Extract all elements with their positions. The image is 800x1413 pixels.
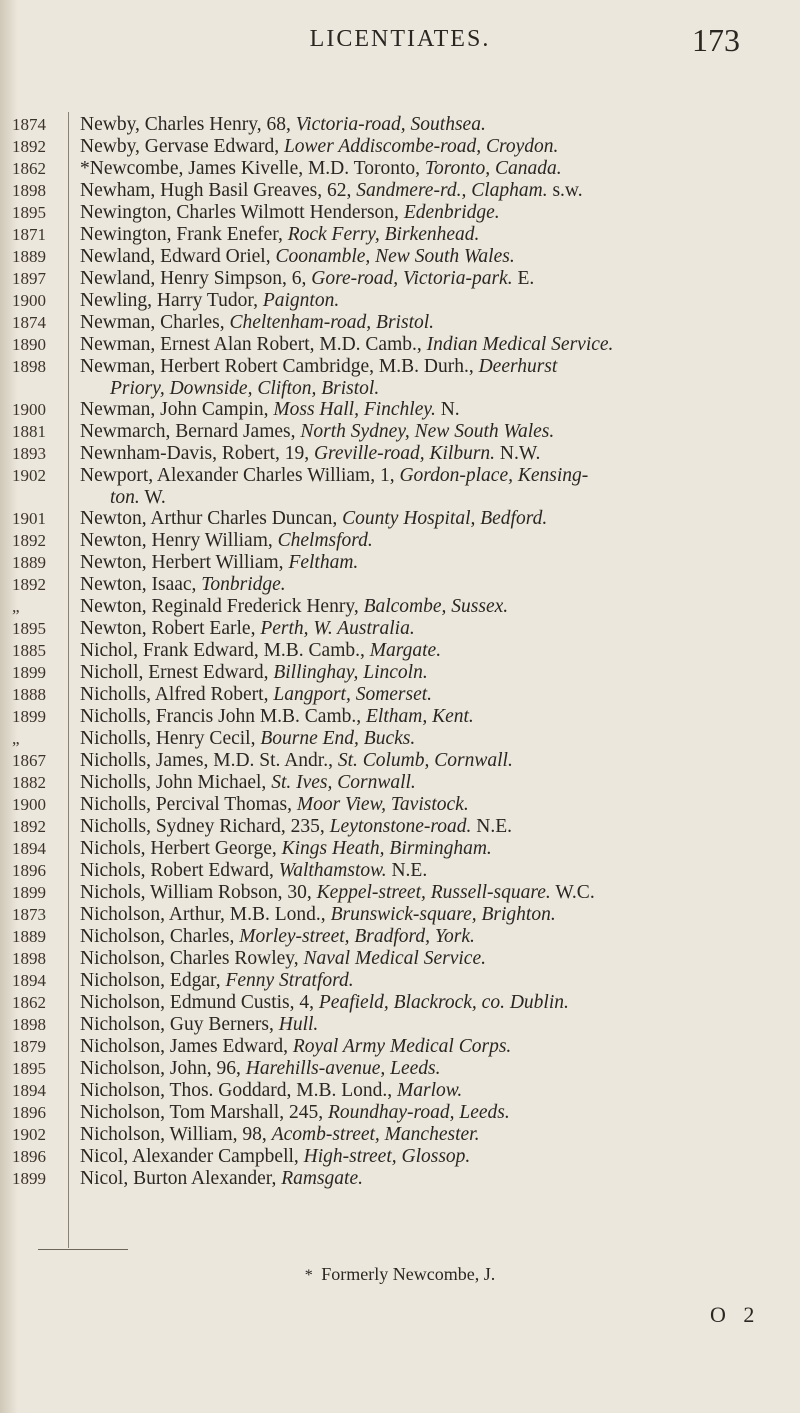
entry-text	[80, 443, 540, 465]
entry-name: Nicholls, James, M.D. St. Andr.,	[80, 750, 338, 771]
entry-row	[0, 224, 800, 246]
entry-name: Nicol, Alexander Campbell,	[80, 1146, 304, 1167]
entry-text	[80, 574, 286, 596]
entry-place: Billinghay, Lincoln.	[273, 662, 428, 683]
entry-text	[80, 114, 486, 136]
entry-row	[0, 356, 800, 378]
entry-name: Newman, Charles,	[80, 312, 230, 333]
entry-year: 1873	[12, 905, 46, 924]
entry-name: Nicholl, Ernest Edward,	[80, 662, 274, 683]
entry-text	[80, 750, 513, 772]
entry-continuation	[0, 378, 800, 399]
entry-place: Morley-street, Bradford, York.	[239, 926, 475, 947]
entry-name: Newton, Robert Earle,	[80, 618, 261, 639]
entry-year: 1898	[12, 1015, 46, 1034]
entry-name: Nichol, Frank Edward, M.B. Camb.,	[80, 640, 370, 661]
entry-text	[80, 180, 583, 202]
entry-year: 1871	[12, 225, 46, 244]
entry-row	[0, 443, 800, 465]
entry-name: Newington, Frank Enefer,	[80, 224, 288, 245]
entry-row	[0, 202, 800, 224]
entry-year: „	[12, 729, 20, 748]
entry-row	[0, 948, 800, 970]
entry-text	[80, 530, 373, 552]
entry-year: 1898	[12, 949, 46, 968]
entry-text	[80, 816, 512, 838]
entry-text	[80, 948, 486, 970]
entry-row	[0, 574, 800, 596]
entry-row	[0, 706, 800, 728]
entry-name: Nicol, Burton Alexander,	[80, 1168, 282, 1189]
entry-year: 1888	[12, 685, 46, 704]
entry-year: 1889	[12, 927, 46, 946]
entry-row	[0, 421, 800, 443]
entry-name: Newling, Harry Tudor,	[80, 290, 263, 311]
entry-district: E.	[512, 268, 535, 289]
entry-text	[80, 136, 558, 158]
entry-name: Newham, Hugh Basil Greaves, 62,	[80, 180, 357, 201]
entry-row	[0, 794, 800, 816]
entry-name: Newnham-Davis, Robert, 19,	[80, 443, 314, 464]
entry-year: 1898	[12, 357, 46, 376]
entry-place: Fenny Stratford.	[225, 970, 354, 991]
entry-year: 1902	[12, 466, 46, 485]
entry-row	[0, 838, 800, 860]
entry-text	[80, 728, 415, 750]
entry-place: High-street, Glossop.	[303, 1146, 471, 1167]
entry-row	[0, 662, 800, 684]
entry-name: Newton, Herbert William,	[80, 552, 289, 573]
entry-text	[110, 487, 166, 509]
entry-row	[0, 596, 800, 618]
entry-name: *Newcombe, James Kivelle, M.D. Toronto,	[80, 158, 425, 179]
entry-name: Newman, Herbert Robert Cambridge, M.B. Durh.,	[80, 356, 479, 377]
entry-text	[80, 1102, 510, 1124]
entry-row	[0, 970, 800, 992]
entry-row	[0, 312, 800, 334]
entry-year: 1885	[12, 641, 46, 660]
entry-text	[80, 838, 492, 860]
entry-place: County Hospital, Bedford.	[342, 508, 548, 529]
entry-text	[80, 684, 432, 706]
entry-text	[80, 1146, 470, 1168]
entry-text	[80, 882, 595, 904]
entry-row	[0, 508, 800, 530]
entry-name: Newland, Henry Simpson, 6,	[80, 268, 312, 289]
footnote-text: Formerly Newcombe, J.	[321, 1264, 496, 1284]
entry-name: Nicholls, Sydney Richard, 235,	[80, 816, 330, 837]
running-title: LICENTIATES.	[309, 26, 491, 52]
entry-place: Acomb-street, Manchester.	[271, 1124, 480, 1145]
entry-place: Naval Medical Service.	[303, 948, 486, 969]
entry-place: Gordon-place, Kensing-	[399, 465, 589, 486]
entry-text	[80, 662, 428, 684]
entry-text	[80, 399, 460, 421]
entry-name: Nicholls, Percival Thomas,	[80, 794, 297, 815]
entry-row	[0, 246, 800, 268]
entry-row	[0, 1168, 800, 1190]
entry-text	[80, 508, 547, 530]
entry-row	[0, 816, 800, 838]
entry-row	[0, 530, 800, 552]
entry-year: 1862	[12, 159, 46, 178]
entry-year: 1874	[12, 313, 46, 332]
entry-row	[0, 1080, 800, 1102]
entry-place: Perth, W. Australia.	[260, 618, 415, 639]
entry-place: Indian Medical Service.	[426, 334, 614, 355]
entry-text	[80, 1014, 318, 1036]
entry-text	[80, 552, 358, 574]
footnote-mark: *	[304, 1267, 313, 1284]
entry-text	[80, 904, 556, 926]
entry-year: 1879	[12, 1037, 46, 1056]
entry-place: Roundhay-road, Leeds.	[327, 1102, 510, 1123]
entry-name: Nicholls, Henry Cecil,	[80, 728, 261, 749]
entry-text	[110, 378, 379, 400]
entry-year: 1893	[12, 444, 46, 463]
entry-year: 1889	[12, 247, 46, 266]
entry-name: Nicholson, Edgar,	[80, 970, 226, 991]
entry-place: Chelmsford.	[277, 530, 373, 551]
entry-row	[0, 904, 800, 926]
entry-row	[0, 728, 800, 750]
entry-text	[80, 246, 515, 268]
entry-name: Nicholls, Alfred Robert,	[80, 684, 274, 705]
entry-year: 1899	[12, 663, 46, 682]
entry-row	[0, 882, 800, 904]
entry-place: Cheltenham-road, Bristol.	[229, 312, 435, 333]
entry-text	[80, 158, 562, 180]
entry-year: „	[12, 597, 20, 616]
entry-row	[0, 992, 800, 1014]
entry-year: 1882	[12, 773, 46, 792]
entry-name: Nicholson, James Edward,	[80, 1036, 293, 1057]
entry-text	[80, 224, 479, 246]
entry-place: Bourne End, Bucks.	[260, 728, 416, 749]
entry-row	[0, 618, 800, 640]
entry-place: Tonbridge.	[201, 574, 286, 595]
entry-text	[80, 1124, 479, 1146]
entry-year: 1895	[12, 619, 46, 638]
entry-place: St. Ives, Cornwall.	[271, 772, 416, 793]
entry-place: Hull.	[278, 1014, 319, 1035]
entry-text	[80, 992, 569, 1014]
entry-place: Victoria-road, Southsea.	[295, 114, 486, 135]
entry-text	[80, 421, 554, 443]
entry-place: Ramsgate.	[281, 1168, 363, 1189]
entry-row	[0, 684, 800, 706]
entry-text	[80, 596, 508, 618]
entry-row	[0, 1014, 800, 1036]
entry-name: Newton, Arthur Charles Duncan,	[80, 508, 343, 529]
entry-district: N.	[435, 399, 460, 420]
entry-text	[80, 1168, 363, 1190]
entry-year: 1900	[12, 795, 46, 814]
entry-place: Leytonstone-road.	[329, 816, 472, 837]
entry-year: 1894	[12, 971, 46, 990]
entry-place: Sandmere-rd., Clapham.	[356, 180, 548, 201]
entry-place: Keppel-street, Russell-square.	[316, 882, 551, 903]
entry-text	[80, 465, 588, 487]
entry-year: 1867	[12, 751, 46, 770]
entry-year: 1892	[12, 531, 46, 550]
entry-year: 1881	[12, 422, 46, 441]
entry-district: W.C.	[550, 882, 595, 903]
page-number: 173	[692, 22, 740, 58]
entry-place: Gore-road, Victoria-park.	[311, 268, 513, 289]
entry-row	[0, 180, 800, 202]
entry-name: Nichols, William Robson, 30,	[80, 882, 317, 903]
entry-text	[80, 926, 475, 948]
entry-row	[0, 1124, 800, 1146]
entry-row	[0, 552, 800, 574]
entry-year: 1892	[12, 137, 46, 156]
entry-year: 1889	[12, 553, 46, 572]
entry-name: Nicholson, Tom Marshall, 245,	[80, 1102, 328, 1123]
entry-name: Nicholson, Edmund Custis, 4,	[80, 992, 319, 1013]
entry-place: Moor View, Tavistock.	[296, 794, 469, 815]
entry-text	[80, 970, 354, 992]
entry-text	[80, 356, 557, 378]
entry-year: 1874	[12, 115, 46, 134]
entry-year: 1862	[12, 993, 46, 1012]
entry-place: Deerhurst	[478, 356, 558, 377]
entry-district: W.	[139, 487, 166, 508]
entry-place: Eltham, Kent.	[366, 706, 474, 727]
entry-year: 1900	[12, 291, 46, 310]
printer-signature: O 2	[710, 1302, 761, 1327]
entry-name: Nicholson, John, 96,	[80, 1058, 246, 1079]
entry-year: 1899	[12, 1169, 46, 1188]
entry-place: Walthamstow.	[278, 860, 387, 881]
entry-row	[0, 926, 800, 948]
entry-year: 1892	[12, 575, 46, 594]
page-header	[0, 22, 800, 62]
entry-row	[0, 772, 800, 794]
entry-row	[0, 1102, 800, 1124]
entry-name: Nicholls, Francis John M.B. Camb.,	[80, 706, 366, 727]
entry-name: Newby, Gervase Edward,	[80, 136, 284, 157]
entry-place: Peafield, Blackrock, co. Dublin.	[318, 992, 569, 1013]
entry-name: Newmarch, Bernard James,	[80, 421, 301, 442]
entry-place: Toronto, Canada.	[424, 158, 562, 179]
entry-name: Nicholson, Thos. Goddard, M.B. Lond.,	[80, 1080, 398, 1101]
entry-row	[0, 1146, 800, 1168]
entry-year: 1895	[12, 203, 46, 222]
entry-year: 1894	[12, 1081, 46, 1100]
entry-row	[0, 399, 800, 421]
entry-place: Rock Ferry, Birkenhead.	[287, 224, 480, 245]
entry-district: N.E.	[471, 816, 513, 837]
entry-place: Coonamble, New South Wales.	[275, 246, 515, 267]
entry-row	[0, 268, 800, 290]
entry-name: Nicholson, William, 98,	[80, 1124, 272, 1145]
entry-year: 1892	[12, 817, 46, 836]
entry-place: Harehills-avenue, Leeds.	[245, 1058, 441, 1079]
footnote-rule	[38, 1249, 128, 1250]
entry-name: Newton, Henry William,	[80, 530, 278, 551]
entry-row	[0, 334, 800, 356]
entry-place: St. Columb, Cornwall.	[337, 750, 513, 771]
entry-text	[80, 618, 415, 640]
entry-name: Newman, John Campin,	[80, 399, 274, 420]
entry-place: North Sydney, New South Wales.	[300, 421, 555, 442]
footnote	[0, 1264, 800, 1285]
entry-name: Nicholson, Arthur, M.B. Lond.,	[80, 904, 331, 925]
licentiates-list	[0, 114, 800, 1190]
entry-year: 1897	[12, 269, 46, 288]
entry-row	[0, 136, 800, 158]
entry-place: Paignton.	[262, 290, 340, 311]
entry-place: Priory, Downside, Clifton, Bristol.	[110, 378, 380, 399]
entry-place: Greville-road, Kilburn.	[313, 443, 496, 464]
entry-name: Nicholson, Charles Rowley,	[80, 948, 304, 969]
entry-year: 1890	[12, 335, 46, 354]
entry-name: Nicholson, Charles,	[80, 926, 240, 947]
entry-text	[80, 268, 534, 290]
entry-row	[0, 158, 800, 180]
entry-district: N.W.	[495, 443, 541, 464]
entry-place: Edenbridge.	[403, 202, 500, 223]
entry-text	[80, 1080, 462, 1102]
entry-text	[80, 1058, 441, 1080]
entry-row	[0, 290, 800, 312]
entry-year: 1902	[12, 1125, 46, 1144]
entry-row	[0, 750, 800, 772]
entry-name: Newton, Isaac,	[80, 574, 202, 595]
entry-year: 1899	[12, 707, 46, 726]
entry-name: Nichols, Robert Edward,	[80, 860, 279, 881]
entry-place: Margate.	[369, 640, 442, 661]
entry-text	[80, 1036, 511, 1058]
entry-district: s.w.	[547, 180, 583, 201]
entry-year: 1896	[12, 861, 46, 880]
entry-row	[0, 1058, 800, 1080]
entry-name: Newby, Charles Henry, 68,	[80, 114, 296, 135]
entry-place: Brunswick-square, Brighton.	[330, 904, 556, 925]
entry-year: 1900	[12, 400, 46, 419]
entry-year: 1894	[12, 839, 46, 858]
entry-place: Balcombe, Sussex.	[363, 596, 509, 617]
entry-district: N.E.	[386, 860, 428, 881]
entry-text	[80, 202, 500, 224]
entry-place: Lower Addiscombe-road, Croydon.	[283, 136, 559, 157]
entry-name: Nicholls, John Michael,	[80, 772, 272, 793]
entry-row	[0, 114, 800, 136]
entry-year: 1898	[12, 181, 46, 200]
entry-text	[80, 772, 416, 794]
entry-place: ton.	[110, 487, 140, 508]
entry-text	[80, 860, 427, 882]
entry-place: Moss Hall, Finchley.	[273, 399, 436, 420]
entry-year: 1896	[12, 1147, 46, 1166]
entry-text	[80, 706, 474, 728]
entry-name: Newington, Charles Wilmott Henderson,	[80, 202, 404, 223]
entry-row	[0, 465, 800, 487]
entry-text	[80, 794, 469, 816]
entry-place: Langport, Somerset.	[273, 684, 433, 705]
entry-place: Marlow.	[397, 1080, 463, 1101]
entry-name: Newport, Alexander Charles William, 1,	[80, 465, 400, 486]
entry-continuation	[0, 487, 800, 508]
entry-name: Newton, Reginald Frederick Henry,	[80, 596, 364, 617]
entry-place: Royal Army Medical Corps.	[292, 1036, 512, 1057]
entry-text	[80, 312, 434, 334]
entry-row	[0, 860, 800, 882]
entry-row	[0, 1036, 800, 1058]
entry-name: Newman, Ernest Alan Robert, M.D. Camb.,	[80, 334, 427, 355]
entry-name: Newland, Edward Oriel,	[80, 246, 276, 267]
entry-row	[0, 640, 800, 662]
entry-text	[80, 290, 339, 312]
entry-name: Nicholson, Guy Berners,	[80, 1014, 279, 1035]
entry-text	[80, 334, 613, 356]
entry-year: 1895	[12, 1059, 46, 1078]
entry-year: 1899	[12, 883, 46, 902]
entry-name: Nichols, Herbert George,	[80, 838, 282, 859]
entry-year: 1901	[12, 509, 46, 528]
entry-place: Feltham.	[288, 552, 359, 573]
entry-year: 1896	[12, 1103, 46, 1122]
entry-place: Kings Heath, Birmingham.	[281, 838, 492, 859]
entry-text	[80, 640, 441, 662]
